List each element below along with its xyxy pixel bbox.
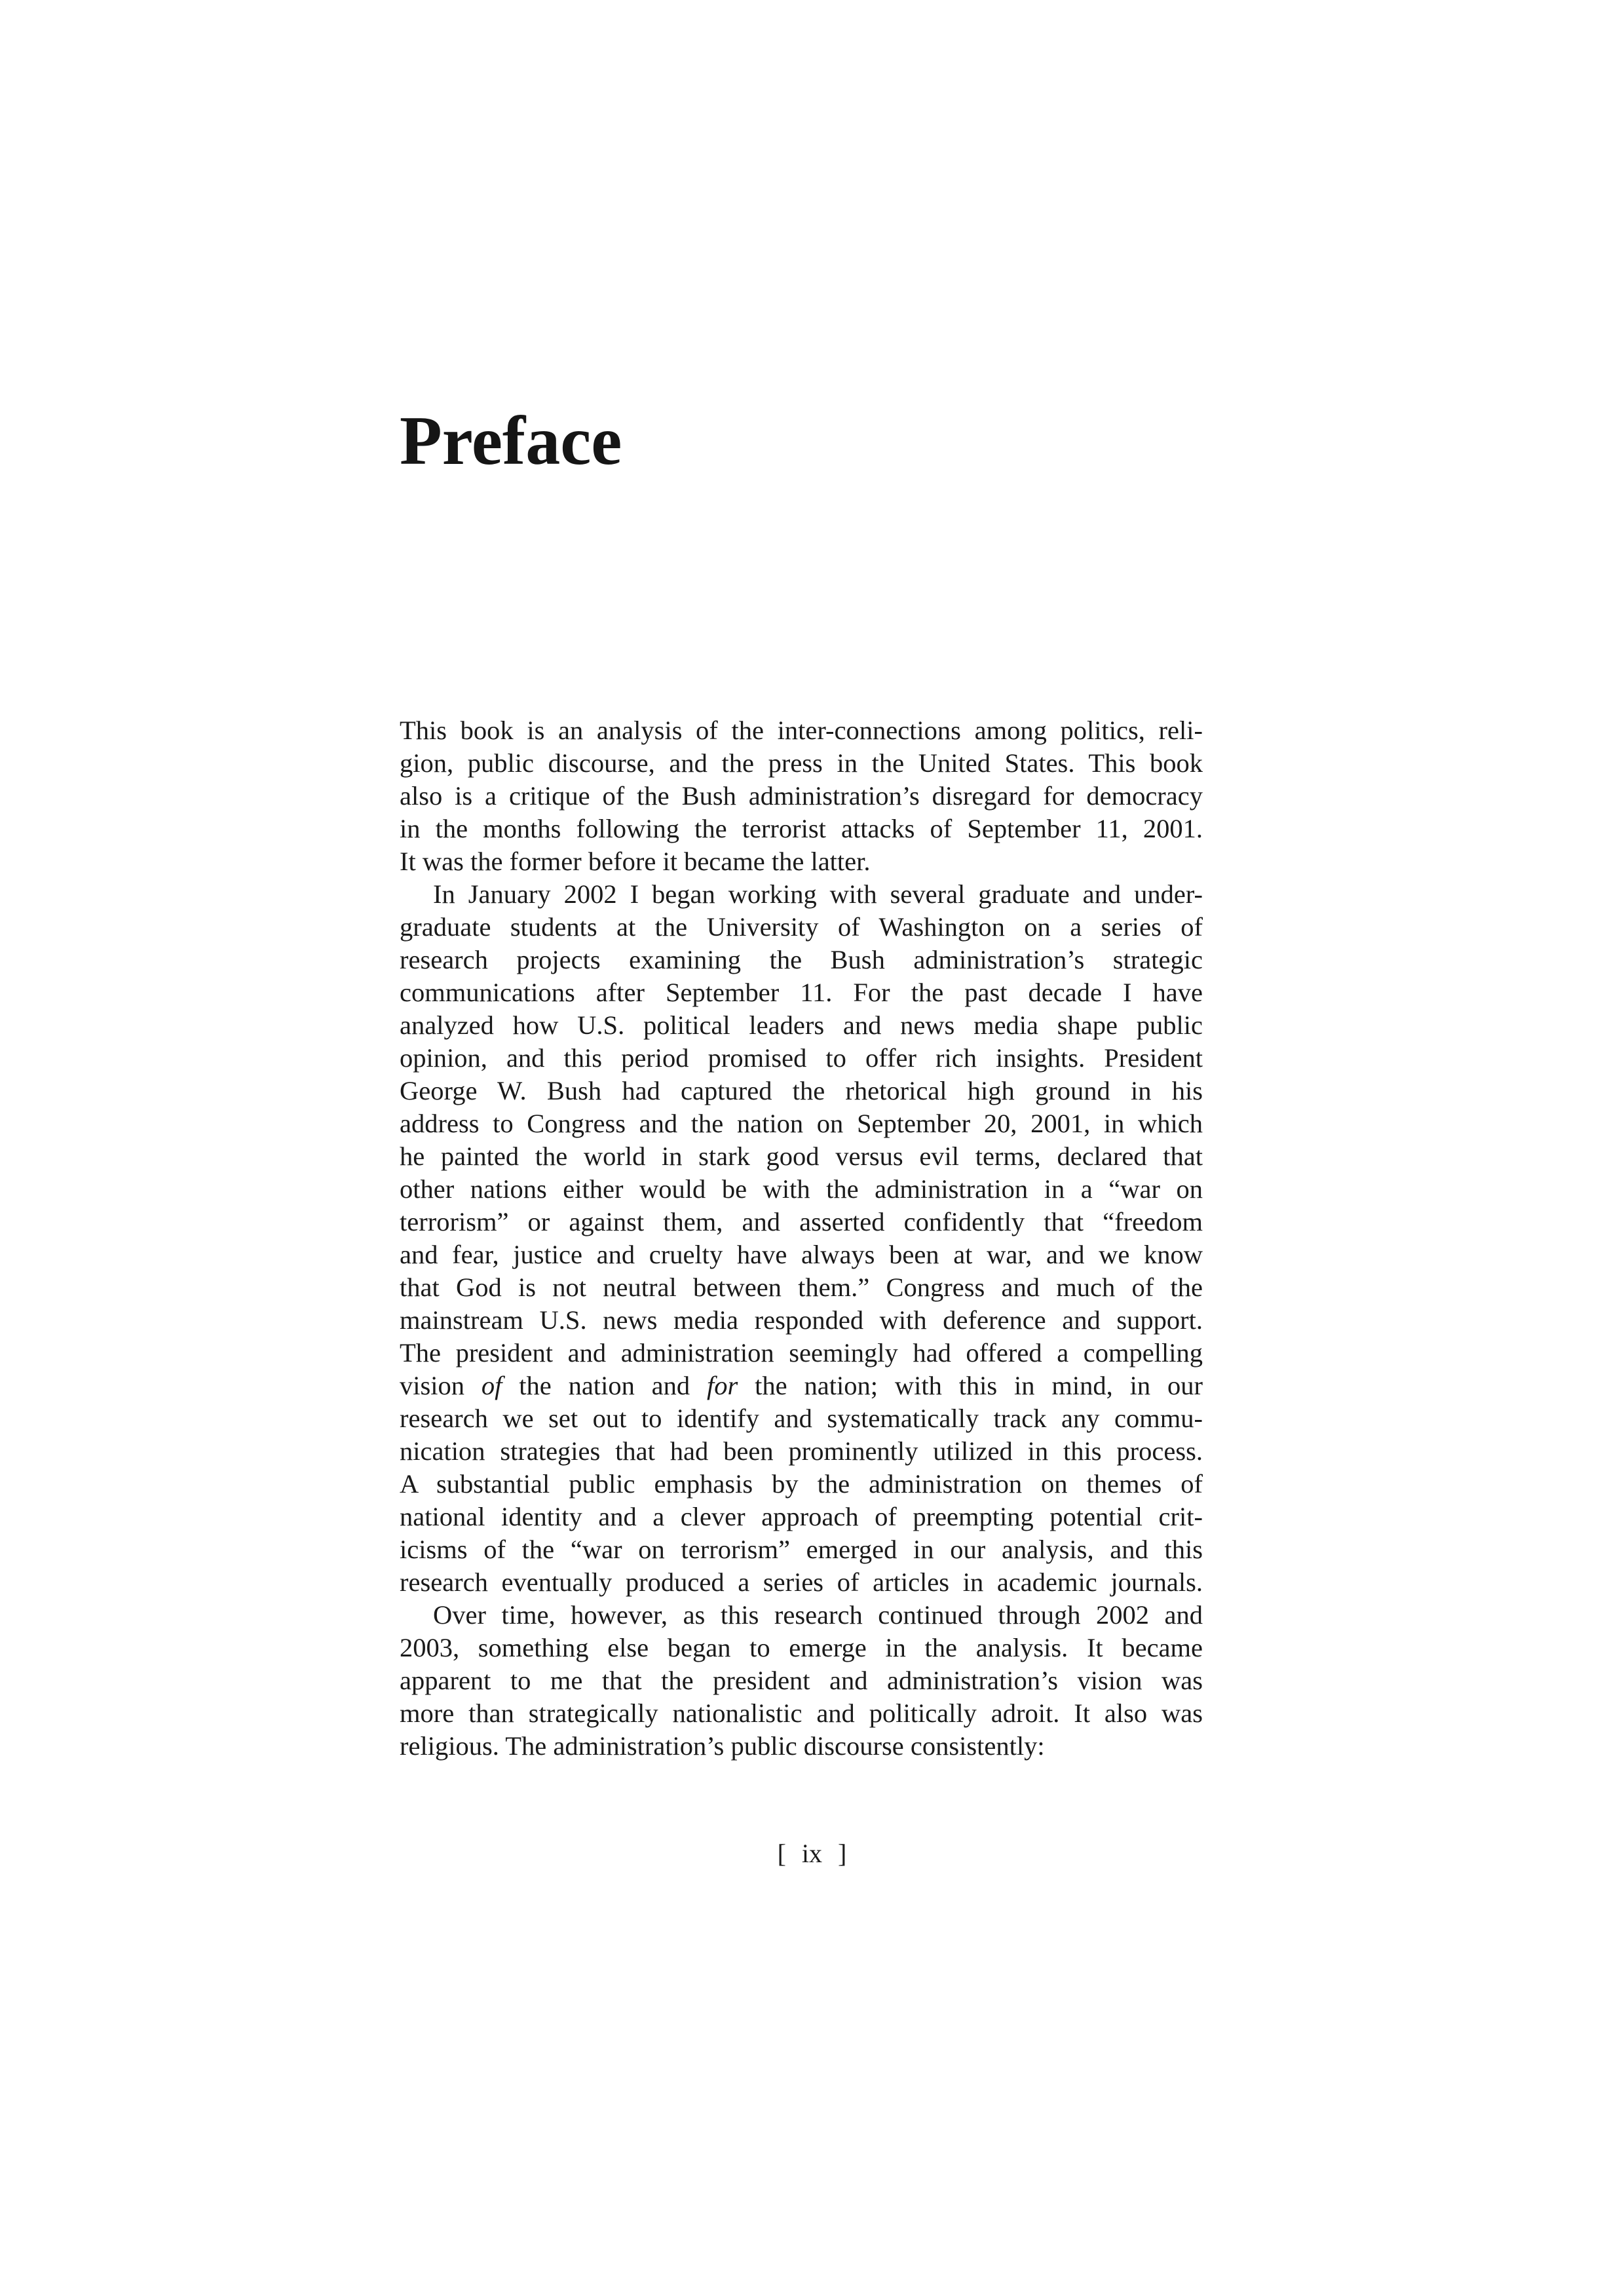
text-line: communications after September 11. For the past decade I have: [400, 978, 1203, 1007]
text-line: A substantial public emphasis by the administration on themes of: [400, 1469, 1203, 1499]
text-line: terrorism” or against them, and asserted confidently that “freedom: [400, 1207, 1203, 1236]
text-line: mainstream U.S. news media responded with deference and support.: [400, 1305, 1203, 1335]
text-line: In January 2002 I began working with several graduate and under-: [433, 879, 1203, 909]
text-line: This book is an analysis of the inter-connections among politics, reli-: [400, 716, 1203, 745]
paragraph-2: [400, 878, 1203, 1599]
emphasis-for: for: [707, 1371, 738, 1400]
emphasis-of: of: [481, 1371, 502, 1400]
text-line: The president and administration seemingly had offered a compelling: [400, 1338, 1203, 1368]
text-line: other nations either would be with the administration in a “war on: [400, 1174, 1203, 1204]
text-line: graduate students at the University of Washington on a series of: [400, 912, 1203, 942]
text-segment: the nation; with this in mind, in our: [738, 1371, 1203, 1400]
text-line: research projects examining the Bush administration’s strategic: [400, 945, 1203, 974]
text-line: address to Congress and the nation on September 20, 2001, in which: [400, 1109, 1203, 1138]
text-line: Over time, however, as this research continued through 2002 and: [433, 1600, 1203, 1630]
text-line: that God is not neutral between them.” Congress and much of the: [400, 1272, 1203, 1302]
text-line: It was the former before it became the latter.: [400, 847, 871, 876]
body-text: [400, 714, 1203, 1763]
text-segment: vision: [400, 1371, 482, 1400]
text-line: nication strategies that had been prominently utilized in this process.: [400, 1436, 1203, 1466]
text-line: George W. Bush had captured the rhetorical high ground in his: [400, 1076, 1203, 1105]
text-line: more than strategically nationalistic and politically adroit. It also was: [400, 1698, 1203, 1728]
text-line: research eventually produced a series of articles in academic journals.: [400, 1567, 1203, 1597]
text-line: opinion, and this period promised to offer rich insights. President: [400, 1043, 1203, 1073]
text-line: in the months following the terrorist attacks of September 11, 2001.: [400, 814, 1203, 843]
paragraph-3: [400, 1599, 1203, 1763]
page-title: Preface: [400, 402, 622, 479]
text-line: national identity and a clever approach of preempting potential crit-: [400, 1502, 1203, 1531]
text-line: icisms of the “war on terrorism” emerged in our analysis, and this: [400, 1535, 1203, 1564]
text-line: religious. The administration’s public discourse consistently:: [400, 1731, 1045, 1761]
text-segment: the nation and: [502, 1371, 708, 1400]
page-number: [ ix ]: [777, 1839, 847, 1868]
text-line: analyzed how U.S. political leaders and news media shape public: [400, 1010, 1203, 1040]
paragraph-1: [400, 714, 1203, 878]
text-line-with-emphasis: [400, 1369, 1203, 1402]
text-line: also is a critique of the Bush administration’s disregard for democracy: [400, 781, 1203, 811]
text-line: he painted the world in stark good versus evil terms, declared that: [400, 1141, 1203, 1171]
text-line: 2003, something else began to emerge in the analysis. It became: [400, 1633, 1203, 1662]
text-line: gion, public discourse, and the press in the United States. This book: [400, 748, 1203, 778]
text-line: apparent to me that the president and administration’s vision was: [400, 1666, 1203, 1695]
text-line: and fear, justice and cruelty have always been at war, and we know: [400, 1240, 1203, 1269]
text-line: research we set out to identify and systematically track any commu-: [400, 1404, 1203, 1433]
